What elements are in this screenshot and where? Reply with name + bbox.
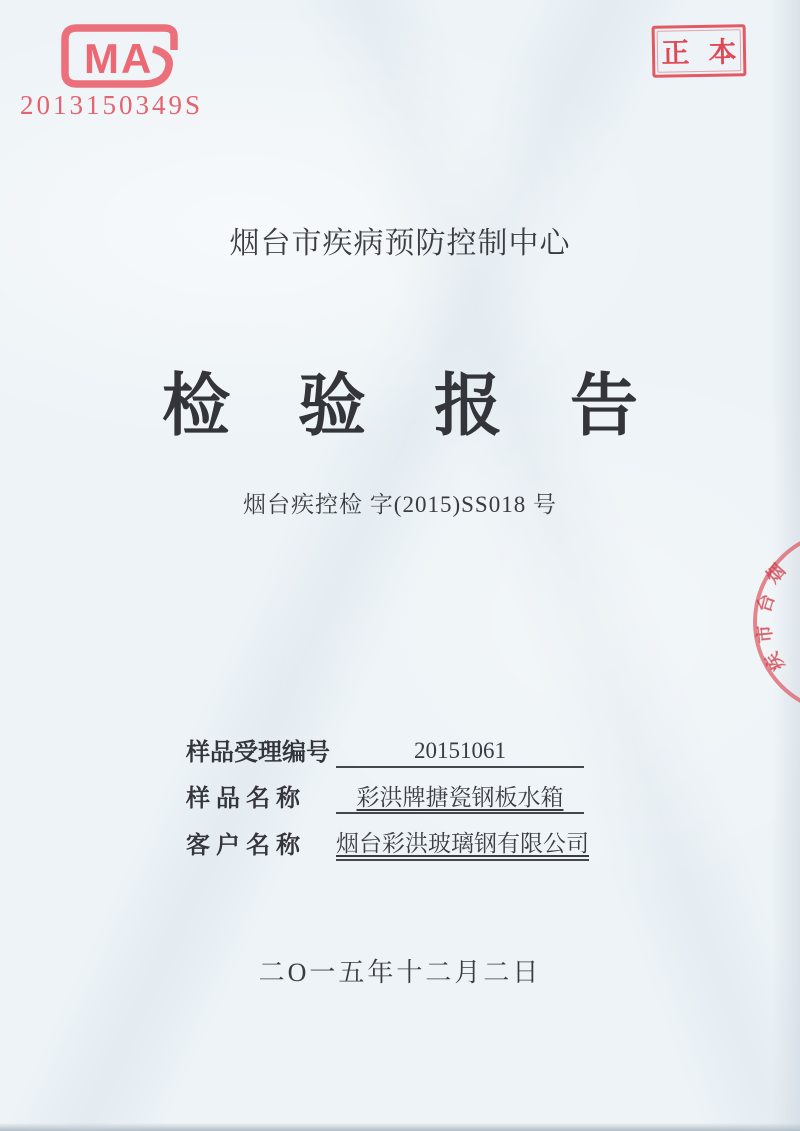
sample-id-label: 样品受理编号 bbox=[186, 739, 330, 766]
client-name-label: 客 户 名 称 bbox=[186, 832, 300, 859]
cma-logo-text: MA bbox=[84, 35, 154, 82]
report-date: 二O一五年十二月二日 bbox=[258, 958, 542, 987]
original-copy-stamp bbox=[652, 24, 747, 78]
sample-id-value: 20151061 bbox=[414, 738, 506, 763]
cma-logo-icon bbox=[56, 20, 190, 94]
sample-id-row bbox=[186, 737, 584, 768]
sample-name-label: 样 品 名 称 bbox=[186, 786, 300, 813]
report-title: 检验报告 bbox=[161, 368, 706, 444]
seal-character: 烟 bbox=[762, 560, 790, 588]
sample-fields bbox=[186, 737, 589, 877]
cma-stamp bbox=[56, 20, 190, 94]
seal-character: 疾 bbox=[761, 648, 789, 675]
original-copy-label: 正 本 bbox=[661, 37, 743, 70]
client-name-row bbox=[186, 830, 589, 861]
sample-name-row bbox=[186, 784, 584, 815]
client-name-field-line bbox=[336, 830, 589, 861]
sample-name-value: 彩洪牌搪瓷钢板水箱 bbox=[356, 784, 564, 810]
sample-name-field-line bbox=[336, 784, 584, 815]
cma-serial-number: 2013150349S bbox=[20, 90, 204, 120]
organization-title: 烟台市疾病预防控制中心 bbox=[229, 227, 571, 260]
document-number: 烟台疾控检 字(2015)SS018 号 bbox=[243, 492, 557, 517]
partial-seal-stamp bbox=[753, 529, 800, 715]
sample-id-field-line bbox=[336, 737, 584, 768]
original-copy-stamp-inner-border bbox=[657, 29, 742, 72]
seal-character: 台 bbox=[753, 591, 779, 615]
client-name-value: 烟台彩洪玻璃钢有限公司 bbox=[336, 831, 589, 857]
seal-character: 市 bbox=[754, 623, 776, 644]
